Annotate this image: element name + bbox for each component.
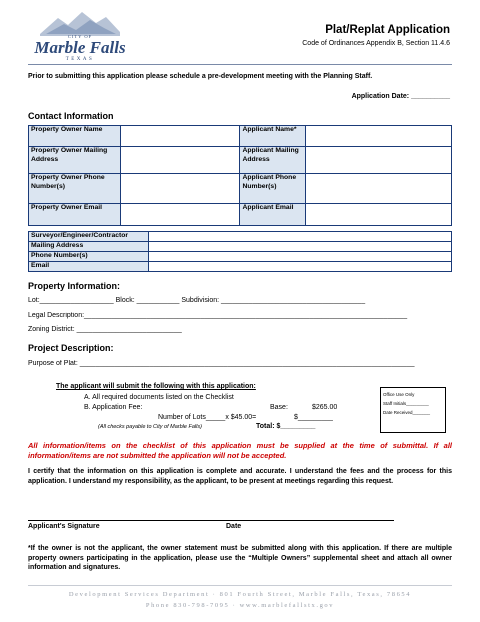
table-row <box>29 252 452 262</box>
applicant-name-label: Applicant Name* <box>240 126 306 147</box>
logo-city: CITY OF <box>67 34 93 39</box>
surveyor-email-field[interactable] <box>148 262 451 272</box>
application-date-field[interactable]: Application Date: __________ <box>351 93 450 100</box>
applicant-email-label: Applicant Email <box>240 204 306 226</box>
table-row <box>29 126 452 147</box>
office-use-title: Office Use Only <box>383 392 415 397</box>
base-fee-value: $265.00 <box>312 404 338 411</box>
owner-name-field[interactable] <box>120 126 240 147</box>
table-row <box>29 242 452 252</box>
table-row <box>29 232 452 242</box>
lot-block-subdivision-field[interactable]: Lot:___________________ Block: ___________ Subdivision: _____________________________________ <box>28 297 366 304</box>
applicant-phone-label: Applicant Phone Number(s) <box>240 174 306 204</box>
surveyor-table <box>28 231 452 272</box>
office-use-box <box>380 387 446 433</box>
applicant-email-field[interactable] <box>306 204 452 226</box>
table-row <box>29 262 452 272</box>
checks-payable-note: (All checks payable to City of Marble Falls) <box>98 424 202 430</box>
staff-initials-field[interactable]: Staff Initials_________ <box>383 401 429 406</box>
contact-heading: Contact Information <box>28 111 114 121</box>
owner-email-field[interactable] <box>120 204 240 226</box>
surveyor-address-label: Mailing Address <box>29 242 149 252</box>
contact-table <box>28 125 452 226</box>
table-row <box>29 147 452 174</box>
total-fee-field[interactable]: Total: $_________ <box>256 423 316 430</box>
footer-contact: Phone 830-798-7095 · www.marblefallstx.gov <box>145 602 335 609</box>
page-subtitle: Code of Ordinances Appendix B, Section 11.4.6 <box>302 40 450 47</box>
applicant-name-field[interactable] <box>306 126 452 147</box>
surveyor-address-field[interactable] <box>148 242 451 252</box>
owner-phone-label: Property Owner Phone Number(s) <box>29 174 121 204</box>
surveyor-phone-label: Phone Number(s) <box>29 252 149 262</box>
owner-address-label: Property Owner Mailing Address <box>29 147 121 174</box>
lots-fee-field[interactable]: Number of Lots_____x $45.00= <box>158 414 257 421</box>
applicant-address-label: Applicant Mailing Address <box>240 147 306 174</box>
owner-phone-field[interactable] <box>120 174 240 204</box>
certification-statement: I certify that the information on this application is complete and accurate. I understand the fees and the process for this application. I understand my responsibility, as the applicant, to be present at meetings regarding this request. <box>28 468 452 485</box>
surveyor-phone-field[interactable] <box>148 252 451 262</box>
intro-text: Prior to submitting this application please schedule a pre-development meeting with the Planning Staff. <box>28 73 373 80</box>
hills-icon <box>40 10 120 36</box>
footer-address: Development Services Department · 801 Fourth Street, Marble Falls, Texas, 78654 <box>68 591 412 598</box>
checklist-item-a: A. All required documents listed on the Checklist <box>84 394 234 401</box>
applicant-phone-field[interactable] <box>306 174 452 204</box>
surveyor-label: Surveyor/Engineer/Contractor <box>29 232 149 242</box>
signature-label: Applicant's Signature <box>28 523 100 530</box>
owner-name-label: Property Owner Name <box>29 126 121 147</box>
logo-name: Marble Falls <box>34 38 126 57</box>
date-received-field[interactable]: Date Received_______ <box>383 410 431 415</box>
footer-divider <box>28 585 452 586</box>
logo-state: TEXAS <box>65 57 95 62</box>
applicant-address-field[interactable] <box>306 147 452 174</box>
owner-address-field[interactable] <box>120 147 240 174</box>
purpose-of-plat-field[interactable]: Purpose of Plat: ______________________________________________________________________________________ <box>28 360 415 367</box>
surveyor-field[interactable] <box>148 232 451 242</box>
checklist-item-b: B. Application Fee: <box>84 404 143 411</box>
base-fee-label: Base: <box>270 404 288 411</box>
project-heading: Project Description: <box>28 343 114 353</box>
header-divider <box>28 64 452 65</box>
lots-fee-total[interactable]: $_________ <box>294 414 333 421</box>
checklist-intro: The applicant will submit the following with this application: <box>56 383 256 390</box>
signature-line[interactable] <box>28 520 394 521</box>
page-title: Plat/Replat Application <box>325 24 450 36</box>
owner-email-label: Property Owner Email <box>29 204 121 226</box>
table-row <box>29 204 452 226</box>
table-row <box>29 174 452 204</box>
property-heading: Property Information: <box>28 281 121 291</box>
zoning-district-field[interactable]: Zoning District: ___________________________ <box>28 326 182 333</box>
date-label: Date <box>226 523 242 530</box>
surveyor-email-label: Email <box>29 262 149 272</box>
owner-statement-note: *If the owner is not the applicant, the owner statement must be submitted along with this application. If there are multiple property owners participating in the application, please use the “Multiple Owners” supplemental sheet and attach all owner information and signatures. <box>28 545 452 571</box>
submittal-warning: All information/items on the checklist of this application must be supplied at the time of submittal. If all information/items are not submitted the application will not be accepted. <box>28 441 452 460</box>
legal-description-field[interactable]: Legal Description:___________________________________________________________________________________ <box>28 312 408 319</box>
city-logo <box>30 10 130 66</box>
